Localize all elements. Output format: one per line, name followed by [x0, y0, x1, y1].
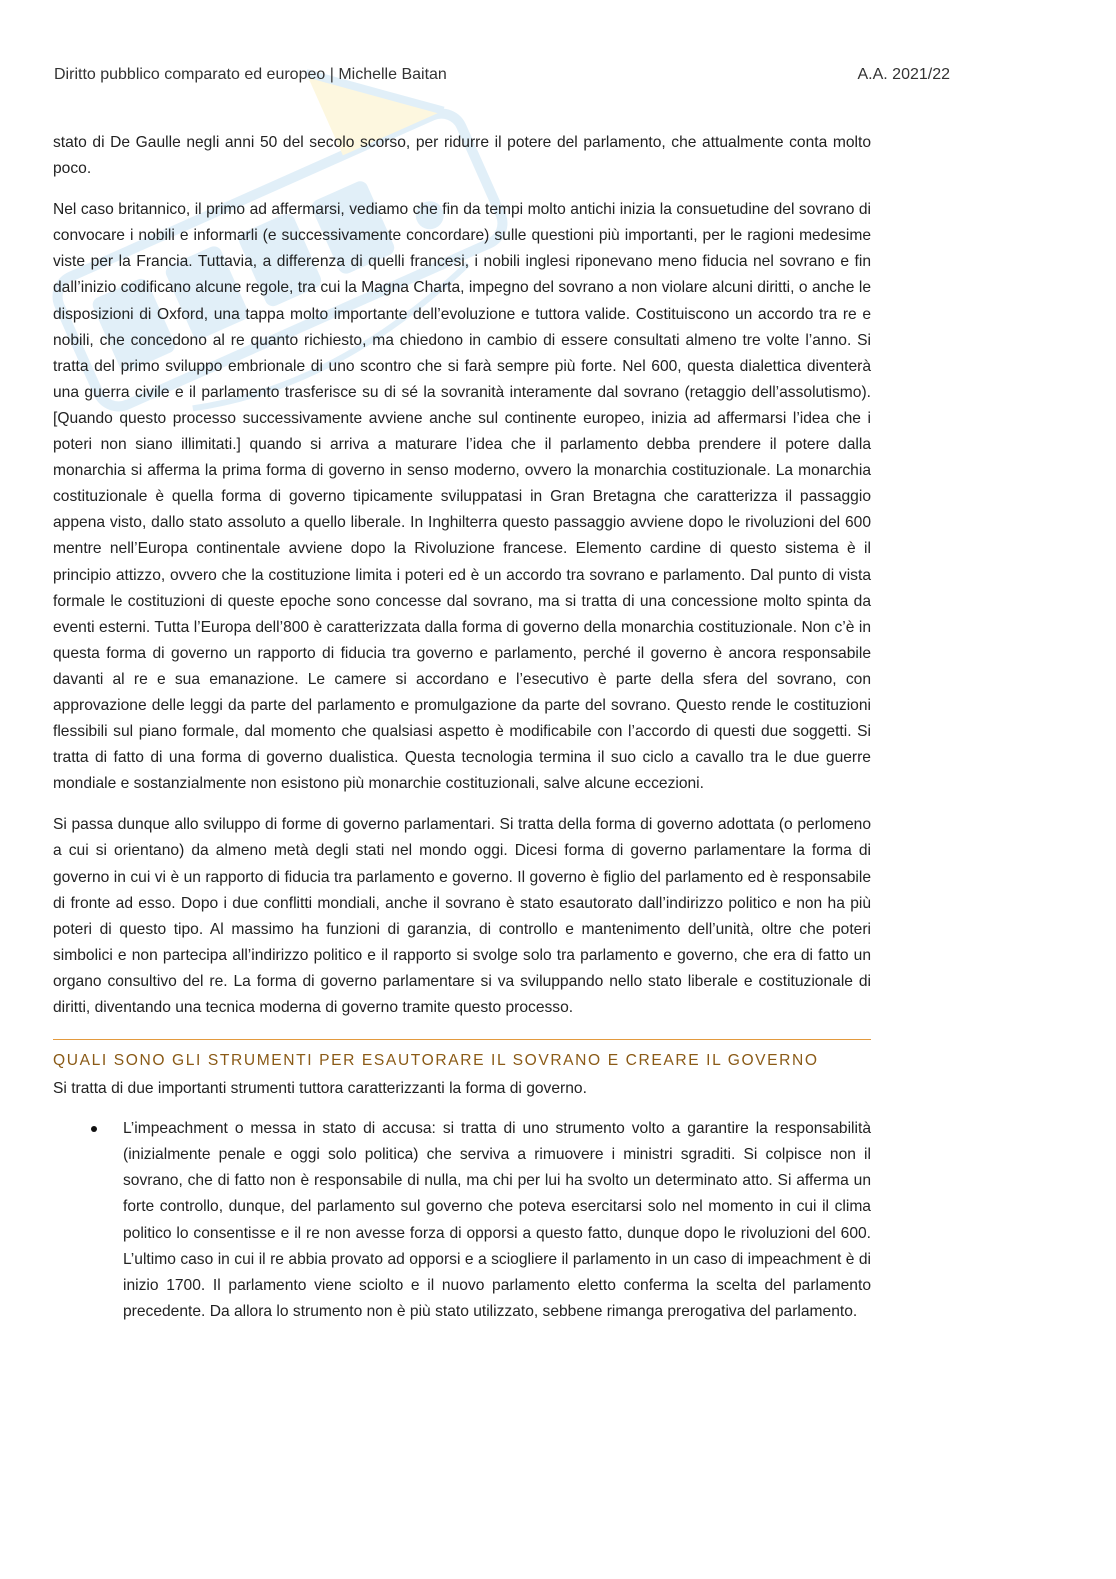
paragraph-continuation: stato di De Gaulle negli anni 50 del secolo scorso, per ridurre il potere del parlamento, che attualmente conta molto poco. — [53, 134, 871, 178]
bullet-icon — [91, 1126, 97, 1132]
document-body — [53, 130, 871, 1325]
header-academic-year: A.A. 2021/22 — [857, 66, 950, 83]
section-intro: Si tratta di due importanti strumenti tuttora caratterizzanti la forma di governo. — [53, 1080, 587, 1098]
section-heading: QUALI SONO GLI STRUMENTI PER ESAUTORARE IL SOVRANO E CREARE IL GOVERNO — [53, 1039, 871, 1076]
bullet-list — [53, 1116, 871, 1325]
paragraph-parliamentary-forms: Si passa dunque allo sviluppo di forme di governo parlamentari. Si tratta della forma di governo adottata (o perlomeno a cui si orientano) da almeno metà degli stati nel mondo oggi. Dicesi forma di governo parlamentare la forma di governo in cui vi è un rapporto di fiducia tra parlamento e governo. Il governo è figlio del parlamento ed è responsabile di fronte ad esso. Dopo i due conflitti mondiali, anche il sovrano è stato esautorato dall’indirizzo politico e non ha più poteri di questo tipo. Al massimo ha funzioni di garanzia, di controllo e mantenimento dell’unità, oltre che poteri simbolici e non partecipa all’indirizzo politico e il rapporto si svolge solo tra parlamento e governo, che era di fatto un organo consultivo del re. La forma di governo parlamentare si va sviluppando nello stato liberale e costituzionale di diritti, diventando una tecnica moderna di governo tramite questo processo. — [53, 816, 871, 1016]
list-item — [53, 1116, 871, 1325]
bullet-impeachment: L’impeachment o messa in stato di accusa: si tratta di uno strumento volto a garantire la responsabilità (inizialmente penale e oggi solo politica) che serviva a rimuovere i ministri sgraditi. Si colpisce non il sovrano, che di fatto non è responsabile di nulla, ma chi per lui ha svolto un determinato atto. Si afferma un forte controllo, dunque, del parlamento sul governo che poteva esercitarsi solo nel momento in cui il clima politico lo consentisse e il re non avesse forza di opporsi a questo fatto, dunque dopo le rivoluzioni del 600. L’ultimo caso in cui il re abbia provato ad opporsi e a sciogliere il parlamento in un caso di impeachment è di inizio 1700. Il parlamento viene sciolto e il nuovo parlamento eletto conferma la scelta del parlamento precedente. Da allora lo strumento non è più stato utilizzato, sebbene rimanga prerogativa del parlamento. — [123, 1120, 871, 1320]
paragraph-british-case: Nel caso britannico, il primo ad affermarsi, vediamo che fin da tempi molto antichi inizia la consuetudine del sovrano di convocare i nobili e informarli (e successivamente concordare) sulle questioni più importanti, per le ragioni medesime viste per la Francia. Tuttavia, a differenza di quelli francesi, i nobili inglesi riponevano meno fiducia nel sovrano e fin dall’inizio codificano alcune regole, tra cui la Magna Charta, impegno del sovrano a non violare alcuni diritti, o anche le disposizioni di Oxford, una tappa molto importante dell’evoluzione e tuttora valide. Costituiscono un accordo tra re e nobili, che concedono al re quanto richiesto, ma chiedono in cambio di essere consultati almeno tre volte l’anno. Si tratta del primo sviluppo embrionale di uno scontro che si farà sempre più forte. Nel 600, questa dialettica diventerà una guerra civile e il parlamento trasferisce su di sé la sovranità interamente dal sovrano (retaggio dell’assolutismo). [Quando questo processo successivamente avviene anche sul continente europeo, inizia ad affermarsi l’idea che i poteri non siano illimitati.] quando si arriva a maturare l’idea che il parlamento debba prendere il potere dalla monarchia si afferma la prima forma di governo in senso moderno, ovvero la monarchia costituzionale. La monarchia costituzionale è quella forma di governo tipicamente sviluppatasi in Gran Bretagna che caratterizza il passaggio appena visto, dallo stato assoluto a quello liberale. In Inghilterra questo passaggio avviene dopo le rivoluzioni del 600 mentre nell’Europa continentale avviene dopo la Rivoluzione francese. Elemento cardine di questo sistema è il principio attizzo, ovvero che la costituzione limita i poteri ed è un accordo tra sovrano e parlamento. Dal punto di vista formale le costituzioni di queste epoche sono concesse dal sovrano, ma si tratta di una concessione molto spinta da eventi esterni. Tutta l’Europa dell’800 è caratterizzata dalla forma di governo della monarchia costituzionale. Non c’è in questa forma di governo un rapporto di fiducia tra governo e parlamento, perché il governo è ancora responsabile davanti al re e sua emanazione. Le camere si accordano e l’esecutivo è parte della sfera del sovrano, con approvazione delle leggi da parte del parlamento e promulgazione da parte del sovrano. Questo rende le costituzioni flessibili sul piano formale, dal momento che qualsiasi aspetto è modificabile con l’accordo di questi due soggetti. Si tratta di fatto di una forma di governo dualistica. Questa tecnologia termina il suo ciclo a cavallo tra le due guerre mondiale e sostanzialmente non esistono più monarchie costituzionali, salve alcune eccezioni. — [53, 201, 871, 793]
header-course-author: Diritto pubblico comparato ed europeo | Michelle Baitan — [54, 66, 447, 83]
page-header — [54, 66, 950, 84]
